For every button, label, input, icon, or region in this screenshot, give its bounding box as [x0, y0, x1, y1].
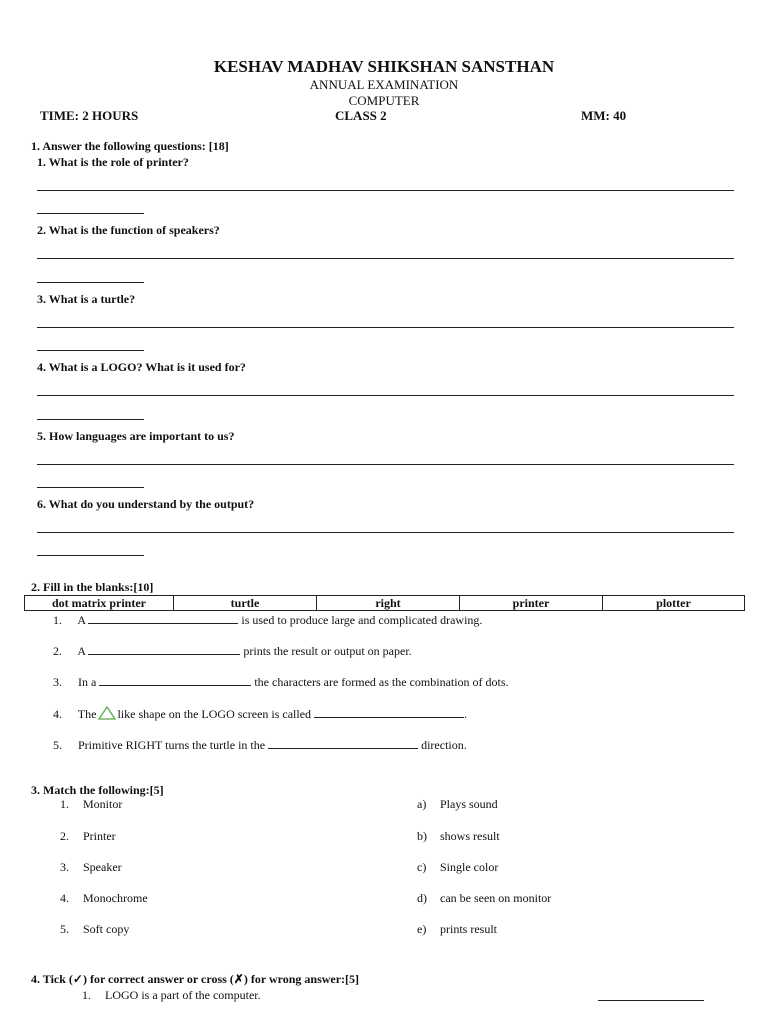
answer-line — [37, 487, 144, 488]
answer-line — [37, 350, 144, 351]
answer-line — [598, 1000, 704, 1001]
fill-blank-2 — [53, 643, 412, 659]
fill-blank-4 — [53, 706, 467, 722]
max-marks: MM: 40 — [581, 108, 627, 123]
item-number: 4. — [53, 707, 62, 721]
match-left-text: Printer — [83, 829, 116, 843]
item-number: 1. — [53, 613, 62, 627]
answer-line — [37, 258, 734, 259]
blank-text-after: is used to produce large and complicated drawing. — [241, 613, 483, 627]
subject-title: COMPUTER — [348, 93, 420, 108]
item-letter: b) — [417, 829, 427, 843]
blank-line — [88, 612, 238, 624]
question-4: 4. What is a LOGO? What is it used for? — [37, 360, 246, 374]
match-left-3 — [60, 860, 122, 875]
match-right-text: prints result — [440, 922, 497, 936]
blank-text-mid: like shape on the LOGO screen is called — [117, 707, 312, 721]
fill-blank-3 — [53, 674, 509, 690]
match-right-b — [417, 829, 500, 844]
fill-blank-5 — [53, 737, 467, 753]
answer-line — [37, 532, 734, 533]
answer-line — [37, 327, 734, 328]
item-number: 1. — [82, 988, 91, 1002]
school-name: KESHAV MADHAV SHIKSHAN SANSTHAN — [213, 57, 555, 76]
exam-time: TIME: 2 HOURS — [40, 108, 139, 123]
item-letter: e) — [417, 922, 427, 936]
section-1-title: 1. Answer the following questions: [18] — [31, 139, 229, 153]
match-left-5 — [60, 922, 129, 937]
blank-line — [268, 737, 418, 749]
match-right-text: Plays sound — [440, 797, 498, 811]
blank-text-before: A — [77, 613, 86, 627]
answer-line — [37, 213, 144, 214]
match-right-a — [417, 797, 498, 812]
item-number: 2. — [53, 644, 62, 658]
answer-line — [37, 464, 734, 465]
blank-text-after: . — [464, 707, 468, 721]
match-left-text: Monochrome — [83, 891, 148, 905]
triangle-icon — [98, 706, 116, 720]
word-bank-cell: dot matrix printer — [25, 596, 174, 611]
blank-text-after: the characters are formed as the combination of dots. — [254, 675, 509, 689]
tick-item-text: LOGO is a part of the computer. — [105, 988, 261, 1002]
match-left-4 — [60, 891, 148, 906]
tick-item-1 — [82, 988, 261, 1003]
answer-line — [37, 555, 144, 556]
blank-text-after: direction. — [421, 738, 467, 752]
match-left-2 — [60, 829, 116, 844]
question-2: 2. What is the function of speakers? — [37, 223, 220, 237]
blank-text-before: In a — [78, 675, 97, 689]
exam-title: ANNUAL EXAMINATION — [309, 77, 459, 92]
word-bank-cell: plotter — [603, 596, 745, 611]
question-3: 3. What is a turtle? — [37, 292, 136, 306]
item-letter: d) — [417, 891, 427, 905]
blank-text-before: Primitive RIGHT turns the turtle in the — [78, 738, 266, 752]
match-right-e — [417, 922, 497, 937]
word-bank-table — [24, 595, 745, 611]
blank-text-before: The — [77, 707, 97, 721]
match-left-1 — [60, 797, 122, 812]
item-number: 3. — [60, 860, 69, 874]
blank-text-before: A — [77, 644, 86, 658]
match-right-text: shows result — [440, 829, 500, 843]
match-right-c — [417, 860, 498, 875]
match-left-text: Monitor — [83, 797, 123, 811]
answer-line — [37, 282, 144, 283]
answer-line — [37, 190, 734, 191]
word-bank-cell: right — [317, 596, 460, 611]
blank-line — [88, 643, 240, 655]
match-right-text: Single color — [440, 860, 499, 874]
item-number: 3. — [53, 675, 62, 689]
question-1: 1. What is the role of printer? — [37, 155, 189, 169]
item-letter: a) — [417, 797, 427, 811]
section-4-title: 4. Tick (✓) for correct answer or cross (✗) for wrong answer:[5] — [31, 972, 360, 986]
item-number: 5. — [53, 738, 62, 752]
item-number: 5. — [60, 922, 69, 936]
question-6: 6. What do you understand by the output? — [37, 497, 255, 511]
item-number: 1. — [60, 797, 69, 811]
match-left-text: Soft copy — [83, 922, 130, 936]
match-left-text: Speaker — [83, 860, 122, 874]
fill-blank-1 — [53, 612, 482, 628]
item-letter: c) — [417, 860, 427, 874]
blank-text-after: prints the result or output on paper. — [243, 644, 412, 658]
item-number: 4. — [60, 891, 69, 905]
item-number: 2. — [60, 829, 69, 843]
match-right-text: can be seen on monitor — [440, 891, 552, 905]
answer-line — [37, 395, 734, 396]
question-5: 5. How languages are important to us? — [37, 429, 235, 443]
word-bank-cell: turtle — [174, 596, 317, 611]
exam-class: CLASS 2 — [335, 108, 387, 123]
answer-line — [37, 419, 144, 420]
match-right-d — [417, 891, 551, 906]
section-2-title: 2. Fill in the blanks:[10] — [31, 580, 154, 594]
blank-line — [99, 674, 251, 686]
section-3-title: 3. Match the following:[5] — [31, 783, 164, 797]
blank-line — [314, 706, 464, 718]
word-bank-cell: printer — [460, 596, 603, 611]
